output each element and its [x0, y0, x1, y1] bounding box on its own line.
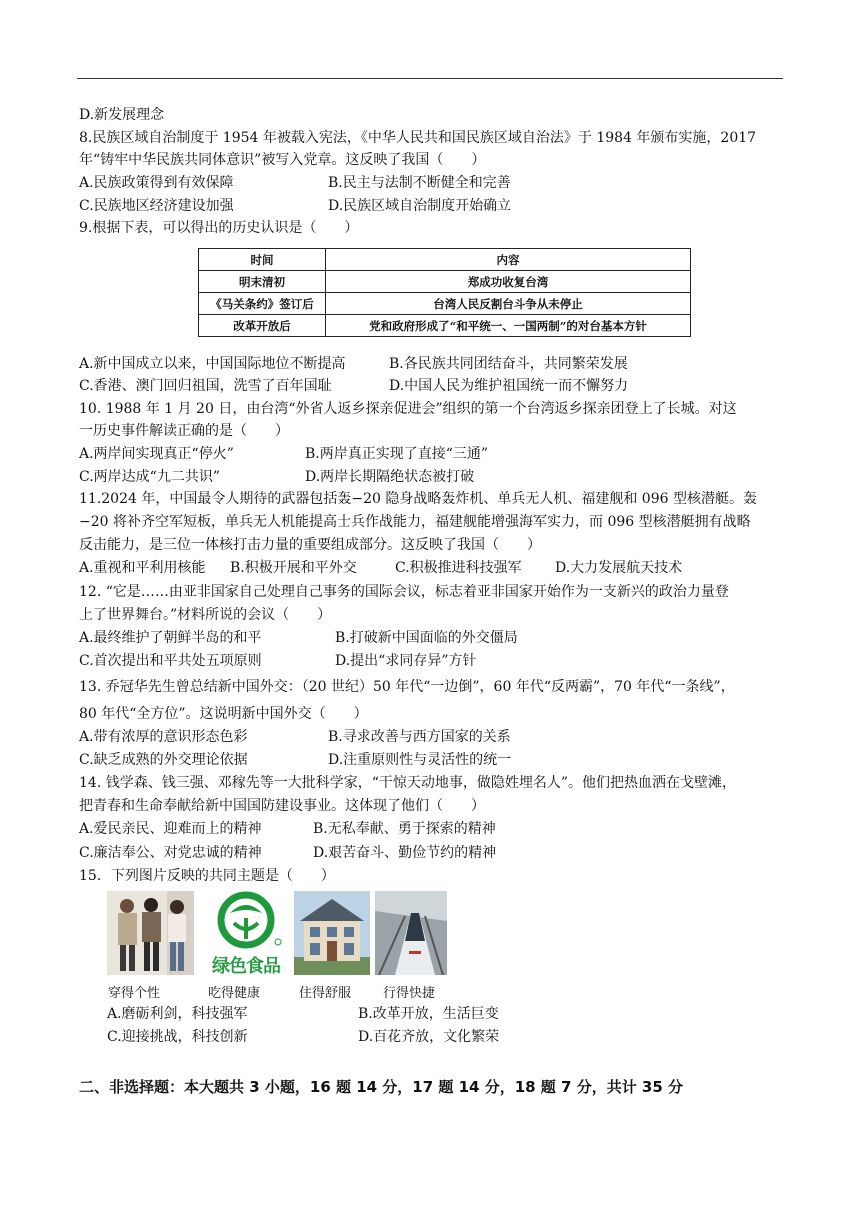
section-heading: 二、非选择题：本大题共 3 小题，16 题 14 分，17 题 14 分，18 题 7 分，共计 35 分 [79, 1078, 684, 1096]
q14-option-b: B.无私奉献、勇于探索的精神 [313, 821, 496, 837]
q13-stem-line2: 80 年代“全方位”。这说明新中国外交（ ） [79, 706, 368, 722]
q13-option-c: C.缺乏成熟的外交理论依据 [79, 752, 248, 768]
table-cell: 郑成功收复台湾 [326, 271, 691, 293]
q15-option-c: C.迎接挑战，科技创新 [107, 1029, 248, 1045]
q9-option-c: C.香港、澳门回归祖国，洗雪了百年国耻 [79, 378, 332, 394]
green-food-emblem-icon [206, 891, 286, 953]
q7-option-d: D.新发展理念 [79, 107, 165, 123]
q9-stem: 9.根据下表，可以得出的历史认识是（ ） [79, 220, 359, 236]
q12-option-a: A.最终维护了朝鲜半岛的和平 [79, 630, 262, 646]
q15-option-d: D.百花齐放，文化繁荣 [358, 1029, 500, 1045]
green-food-logo-text: 绿色食品 [212, 956, 280, 977]
q13-option-a: A.带有浓厚的意识形态色彩 [79, 729, 248, 745]
q10-option-d: D.两岸长期隔绝状态被打破 [305, 469, 475, 485]
table-cell: 台湾人民反割台斗争从未停止 [326, 293, 691, 315]
q14-option-d: D.艰苦奋斗、勤俭节约的精神 [313, 845, 497, 861]
table-cell: 《马关条约》签订后 [199, 293, 326, 315]
q9-option-a: A.新中国成立以来，中国国际地位不断提高 [79, 356, 346, 372]
q11-option-d: D.大力发展航天技术 [555, 560, 683, 576]
table-cell: 党和政府形成了“和平统一、一国两制”的对台基本方针 [326, 315, 691, 337]
fashion-photo [107, 891, 194, 975]
q12-stem-line2: 上了世界舞台。”材料所说的会议（ ） [79, 607, 332, 623]
header-rule [77, 78, 783, 79]
q9-table [198, 248, 691, 337]
q10-option-a: A.两岸间实现真正“停火” [79, 446, 234, 462]
q12-option-c: C.首次提出和平共处五项原则 [79, 653, 262, 669]
q10-option-b: B.两岸真正实现了直接“三通” [305, 446, 489, 462]
villa-photo [294, 891, 370, 975]
table-row [199, 315, 691, 337]
q14-option-c: C.廉洁奉公、对党忠诚的精神 [79, 845, 262, 861]
caption-clothing: 穿得个性 [108, 986, 161, 1001]
q15-option-a: A.磨砺利剑，科技强军 [107, 1006, 248, 1022]
table-header-row [199, 249, 691, 271]
q8-option-d: D.民族区域自治制度开始确立 [328, 198, 512, 214]
q14-stem-line1: 14. 钱学森、钱三强、邓稼先等一大批科学家，“干惊天动地事，做隐姓埋名人”。他们把热血洒在戈壁滩， [79, 775, 737, 791]
q11-stem-line3: 反击能力，是三位一体核打击力量的重要组成部分。这反映了我国（ ） [79, 537, 541, 553]
q10-stem-line1: 10. 1988 年 1 月 20 日，由台湾“外省人返乡探亲促进会”组织的第一个台湾返乡探亲团登上了长城。对这 [79, 401, 737, 417]
green-food-logo [206, 891, 286, 975]
q8-option-a: A.民族政策得到有效保障 [79, 175, 234, 191]
train-photo [375, 891, 447, 975]
q15-stem: 15．下列图片反映的共同主题是（ ） [79, 868, 335, 884]
table-header-time: 时间 [199, 249, 326, 271]
caption-housing: 住得舒服 [299, 986, 352, 1001]
q11-option-b: B.积极开展和平外交 [230, 560, 357, 576]
q15-option-b: B.改革开放，生活巨变 [358, 1006, 499, 1022]
q13-option-d: D.注重原则性与灵活性的统一 [328, 752, 512, 768]
q10-option-c: C.两岸达成“九二共识” [79, 469, 220, 485]
caption-travel: 行得快捷 [383, 986, 436, 1001]
q11-option-c: C.积极推进科技强军 [395, 560, 522, 576]
q11-option-a: A.重视和平利用核能 [79, 560, 206, 576]
q8-stem-line1: 8.民族区域自治制度于 1954 年被载入宪法，《中华人民共和国民族区域自治法》于 1984 年颁布实施，2017 [79, 130, 757, 146]
q14-stem-line2: 把青春和生命奉献给新中国国防建设事业。这体现了他们（ ） [79, 798, 485, 814]
table-row [199, 293, 691, 315]
q13-option-b: B.寻求改善与西方国家的关系 [328, 729, 511, 745]
q14-option-a: A.爱民亲民、迎难而上的精神 [79, 821, 262, 837]
q9-option-d: D.中国人民为维护祖国统一而不懈努力 [389, 378, 629, 394]
q8-option-c: C.民族地区经济建设加强 [79, 198, 234, 214]
q13-stem-line1: 13. 乔冠华先生曾总结新中国外交：（20 世纪）50 年代“一边倒”，60 年代“反两霸”，70 年代“一条线”， [79, 679, 735, 695]
table-cell: 明末清初 [199, 271, 326, 293]
q12-option-d: D.提出“求同存异”方针 [335, 653, 477, 669]
q9-option-b: B.各民族共同团结奋斗，共同繁荣发展 [389, 356, 628, 372]
caption-food: 吃得健康 [208, 986, 261, 1001]
table-cell: 改革开放后 [199, 315, 326, 337]
table-row [199, 271, 691, 293]
q11-stem-line2: −20 将补齐空军短板，单兵无人机能提高士兵作战能力，福建舰能增强海军实力，而 096 型核潜艇拥有战略 [79, 514, 751, 530]
q10-stem-line2: 一历史事件解读正确的是（ ） [79, 423, 289, 439]
q8-option-b: B.民主与法制不断健全和完善 [328, 175, 511, 191]
q11-stem-line1: 11.2024 年，中国最令人期待的武器包括轰−20 隐身战略轰炸机、单兵无人机、福建舰和 096 型核潜艇。轰 [79, 491, 757, 507]
q12-option-b: B.打破新中国面临的外交僵局 [335, 630, 518, 646]
table-header-content: 内容 [326, 249, 691, 271]
q8-stem-line2: 年“铸牢中华民族共同体意识”被写入党章。这反映了我国（ ） [79, 152, 486, 168]
q12-stem-line1: 12. “它是……由亚非国家自己处理自己事务的国际会议，标志着亚非国家开始作为一支新兴的政治力量登 [79, 584, 729, 600]
